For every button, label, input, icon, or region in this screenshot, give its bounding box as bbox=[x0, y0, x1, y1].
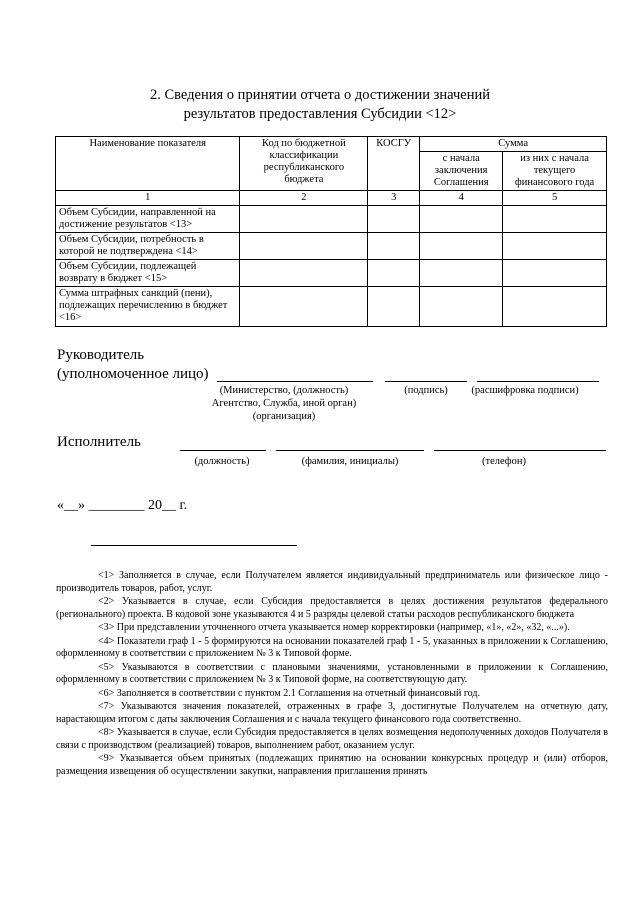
table-cell bbox=[420, 260, 503, 287]
header-since-year: из них с начала текущего финансового года bbox=[503, 152, 607, 191]
table-cell bbox=[420, 206, 503, 233]
footnote: <5> Указываются в соответствии с плановыми значениями, установленными в приложении к Соглашению, оформленному в соответствии с приложением № 3 к Типовой форме, на соответствующую дату. bbox=[56, 661, 608, 685]
exec-name-line bbox=[276, 450, 424, 451]
exec-phone-line bbox=[434, 450, 606, 451]
footnote: <2> Указывается в случае, если Субсидия предоставляется в целях достижения результатов федерального (регионального) проекта. В кодовой зоне указываются 4 и 5 разряды целевой статьи расходов республиканского бюджета bbox=[56, 596, 608, 620]
col-number: 2 bbox=[240, 191, 368, 206]
header-kosgu: КОСГУ bbox=[368, 137, 420, 191]
footnote: <9> Указывается объем принятых (подлежащих принятию на основании конкурсных процедур и (или) отборов, размещения извещения об осуществлении закупки, направления приглашения принять bbox=[56, 753, 608, 777]
section-title bbox=[0, 86, 640, 124]
head-ministry-line bbox=[217, 381, 373, 382]
table-cell bbox=[368, 233, 420, 260]
report-table bbox=[55, 136, 607, 327]
table-cell bbox=[240, 260, 368, 287]
col-number: 1 bbox=[56, 191, 240, 206]
table-cell bbox=[503, 233, 607, 260]
footnote: <8> Указывается в случае, если Субсидия предоставляется в целях возмещения недополученных доходов Получателя в связи с производством (реализацией) товаров, выполнением работ, оказанием услуг. bbox=[56, 727, 608, 751]
exec-caption-position: (должность) bbox=[194, 456, 250, 467]
table-row bbox=[56, 206, 607, 233]
exec-label: Исполнитель bbox=[57, 434, 141, 450]
col-number: 3 bbox=[368, 191, 420, 206]
row-label: Объем Субсидии, потребность в которой не подтверждена <14> bbox=[56, 233, 240, 260]
exec-position-line bbox=[180, 450, 266, 451]
header-since-agreement: с начала заключения Соглашения bbox=[420, 152, 503, 191]
date-line: «__» ________ 20__ г. bbox=[57, 498, 188, 513]
header-name: Наименование показателя bbox=[56, 137, 240, 191]
footnote: <1> Заполняется в случае, если Получателем является индивидуальный предприниматель или физическое лицо - производитель товаров, работ, услуг. bbox=[56, 570, 608, 594]
head-sign-line bbox=[385, 381, 467, 382]
title-line-2: результатов предоставления Субсидии <12> bbox=[183, 106, 457, 122]
table-cell bbox=[240, 287, 368, 327]
table-cell bbox=[503, 287, 607, 327]
head-label-sub: (уполномоченное лицо) bbox=[57, 366, 209, 382]
table-cell bbox=[368, 260, 420, 287]
table-cell bbox=[240, 206, 368, 233]
head-caption-ministry: (Министерство, (должность) Агентство, Служба, иной орган) (организация) bbox=[211, 385, 357, 422]
table-cell bbox=[368, 206, 420, 233]
col-number: 4 bbox=[420, 191, 503, 206]
exec-caption-phone: (телефон) bbox=[482, 456, 526, 467]
footnote: <6> Заполняется в соответствии с пунктом 2.1 Соглашения на отчетный финансовый год. bbox=[98, 687, 480, 699]
row-label: Объем Субсидии, направленной на достижение результатов <13> bbox=[56, 206, 240, 233]
table-cell bbox=[503, 260, 607, 287]
row-label: Сумма штрафных санкций (пени), подлежащих перечислению в бюджет <16> bbox=[56, 287, 240, 327]
table-row bbox=[56, 260, 607, 287]
header-code: Код по бюджетной классификации республиканского бюджета bbox=[240, 137, 368, 191]
footnote: <7> Указываются значения показателей, отраженных в графе 3, достигнутые Получателем на отчетную дату, нарастающим итогом с даты заключения Соглашения и с начала текущего финансового года соответственно. bbox=[56, 701, 608, 725]
footnote-separator bbox=[91, 545, 297, 546]
table-cell bbox=[503, 206, 607, 233]
head-caption-decode: (расшифровка подписи) bbox=[471, 385, 579, 396]
table-cell bbox=[420, 233, 503, 260]
exec-caption-name: (фамилия, инициалы) bbox=[301, 456, 399, 467]
title-line-1: 2. Сведения о принятии отчета о достижении значений bbox=[150, 87, 490, 103]
table-cell bbox=[420, 287, 503, 327]
table-row bbox=[56, 233, 607, 260]
table-cell bbox=[368, 287, 420, 327]
head-decode-line bbox=[477, 381, 599, 382]
footnotes bbox=[56, 570, 608, 779]
row-label: Объем Субсидии, подлежащей возврату в бюджет <15> bbox=[56, 260, 240, 287]
table-cell bbox=[240, 233, 368, 260]
header-sum: Сумма bbox=[420, 137, 607, 152]
footnote: <3> При представлении уточненного отчета указывается номер корректировки (например, «1», «2», «32, «...»). bbox=[98, 622, 570, 633]
col-number: 5 bbox=[503, 191, 607, 206]
head-caption-sign: (подпись) bbox=[404, 385, 448, 396]
table-row bbox=[56, 287, 607, 327]
footnote: <4> Показатели граф 1 - 5 формируются на основании показателей граф 1 - 5, указанных в приложении к Соглашению, оформленному в соответствии с приложением № 3 к Типовой форме. bbox=[56, 635, 608, 659]
head-label: Руководитель bbox=[57, 347, 145, 363]
